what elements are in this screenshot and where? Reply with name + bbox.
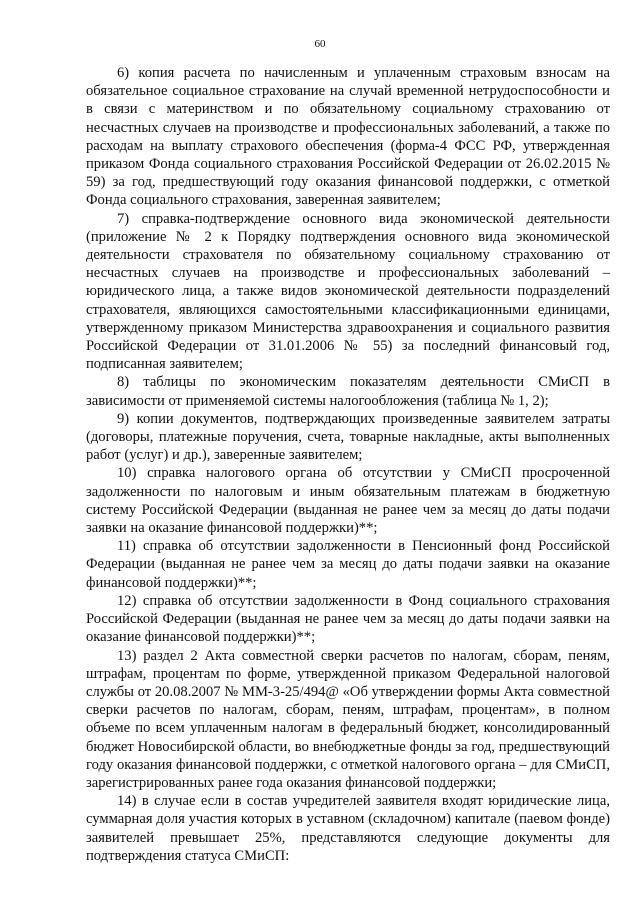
list-item-11: 11) справка об отсутствии задолженности в Пенсионный фонд Российской Федерации (выданная не ранее чем за месяц до даты подачи заявки на оказание финансовой поддержки)**; (86, 538, 610, 591)
list-item-6: 6) копия расчета по начисленным и уплаченным страховым взносам на обязательное социальное страхование на случай временной нетрудоспособности и в связи с материнством и по обязательному социальному страхованию от несчастных случаев на производстве и профессиональных заболеваний, а также по расходам на выплату страхового обеспечения (форма-4 ФСС РФ, утвержденная приказом Фонда социального страхования Российской Федерации от 26.02.2015 № 59) за год, предшествующий году оказания финансовой поддержки, с отметкой Фонда социального страхования, заверенная заявителем; (86, 65, 610, 209)
list-item-9: 9) копии документов, подтверждающих произведенные заявителем затраты (договоры, платежные поручения, счета, товарные накладные, акты выполненных работ (услуг) и др.), заверенные заявителем; (86, 410, 610, 464)
document-body (86, 64, 610, 865)
list-item-8: 8) таблицы по экономическим показателям деятельности СМиСП в зависимости от применяемой системы налогообложения (таблица № 1, 2); (86, 374, 610, 409)
list-item-7: 7) справка-подтверждение основного вида экономической деятельности (приложение № 2 к Порядку подтверждения основного вида экономической деятельности страхователя по обязательному социальному страхованию от несчастных случаев на производстве и профессиональных заболеваний – юридического лица, а также видов экономической деятельности подразделений страхователя, являющихся самостоятельными классификационными единицами, утвержденному приказом Министерства здравоохранения и социального развития Российской Федерации от 31.01.2006 № 55) за последний финансовый год, подписанная заявителем; (86, 210, 610, 373)
list-item-10: 10) справка налогового органа об отсутствии у СМиСП просроченной задолженности по налоговым и иным обязательным платежам в бюджетную систему Российской Федерации (выданная не ранее чем за месяц до даты подачи заявки на оказание финансовой поддержки)**; (86, 465, 610, 537)
page-number: 60 (314, 38, 326, 50)
list-item-14: 14) в случае если в состав учредителей заявителя входят юридические лица, суммарная доля участия которых в уставном (складочном) капитале (паевом фонде) заявителей превышает 25%, представляются следующие документы для подтверждения статуса СМиСП: (86, 793, 610, 864)
list-item-13: 13) раздел 2 Акта совместной сверки расчетов по налогам, сборам, пеням, штрафам, процентам по форме, утвержденной приказом Федеральной налоговой службы от 20.08.2007 № ММ-3-25/494@ «Об утверждении формы Акта совместной сверки расчетов по налогам, сборам, пеням, штрафам, процентам», в полном объеме по всем уплаченным налогам в федеральный бюджет, консолидированный бюджет Новосибирской области, во внебюджетные фонды за год, предшествующий году оказания финансовой поддержки, с отметкой налогового органа – для СМиСП, зарегистрированных ранее года оказания финансовой поддержки; (86, 647, 610, 791)
list-item-12: 12) справка об отсутствии задолженности в Фонд социального страхования Российской Федерации (выданная не ранее чем за месяц до даты подачи заявки на оказание финансовой поддержки)**; (86, 592, 610, 646)
